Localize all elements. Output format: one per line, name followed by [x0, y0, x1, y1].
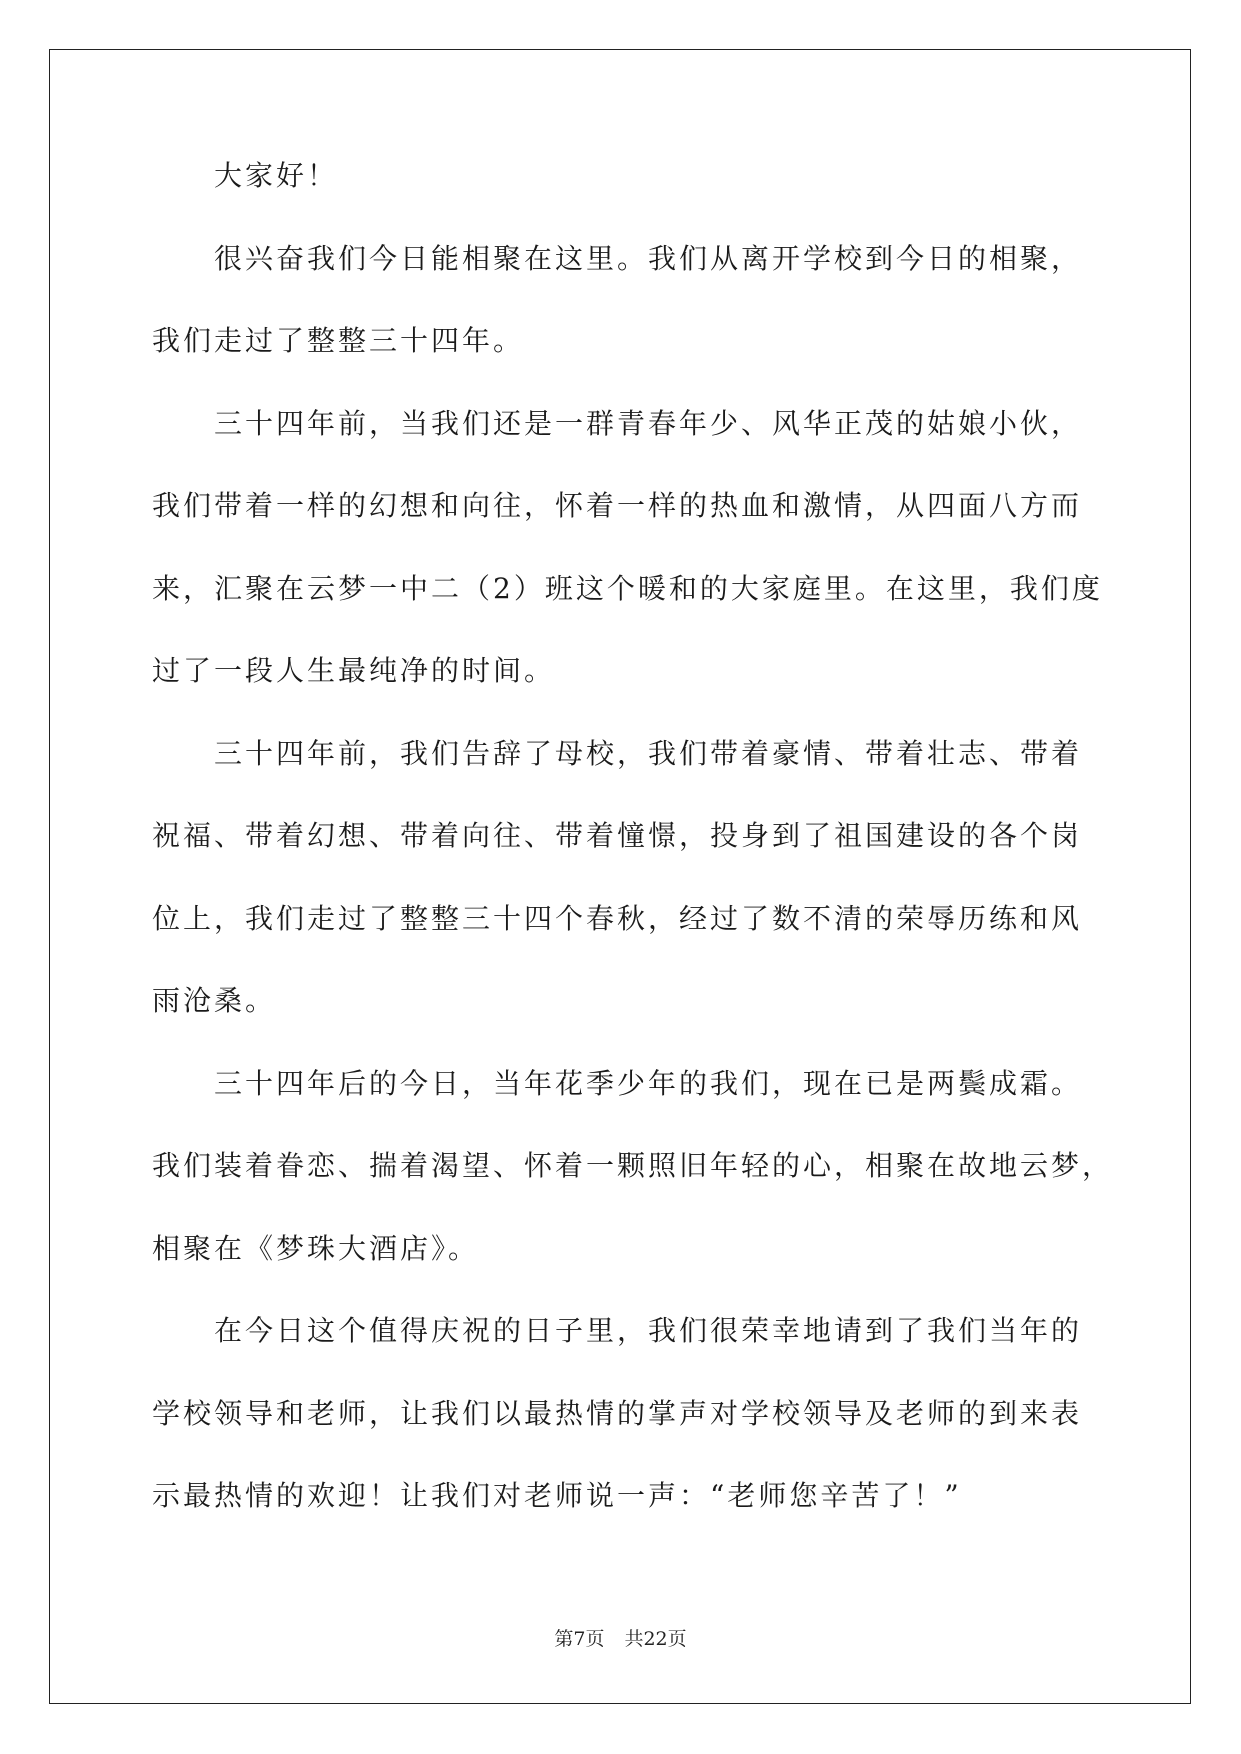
text-line-16: 学校领导和老师，让我们以最热情的掌声对学校领导及老师的到来表 [152, 1396, 1083, 1430]
text-line-1: 大家好！ [214, 159, 339, 192]
text-line-14: 相聚在《梦珠大酒店》。 [152, 1231, 480, 1265]
document-body [152, 158, 1112, 1561]
text-line-17: 示最热情的欢迎！让我们对老师说一声：“老师您辛苦了！” [152, 1479, 962, 1512]
text-line-3: 我们走过了整整三十四年。 [152, 324, 525, 357]
text-line-8: 三十四年前，我们告辞了母校，我们带着豪情、带着壮志、带着 [214, 736, 1083, 770]
text-line-7: 过了一段人生最纯净的时间。 [152, 654, 556, 687]
text-line-2: 很兴奋我们今日能相聚在这里。我们从离开学校到今日的相聚， [214, 241, 1083, 275]
text-line-13: 我们装着眷恋、揣着渴望、怀着一颗照旧年轻的心，相聚在故地云梦， [152, 1149, 1114, 1182]
text-line-6: 来，汇聚在云梦一中二（2）班这个暖和的大家庭里。在这里，我们度 [152, 571, 1103, 605]
text-line-10: 位上，我们走过了整整三十四个春秋，经过了数不清的荣辱历练和风 [152, 901, 1083, 935]
text-line-4: 三十四年前，当我们还是一群青春年少、风华正茂的姑娘小伙， [214, 406, 1083, 440]
page-total: 共22页 [624, 1628, 687, 1650]
text-line-5: 我们带着一样的幻想和向往，怀着一样的热血和激情，从四面八方而 [152, 489, 1083, 522]
page-footer [0, 1627, 1241, 1651]
text-line-9: 祝福、带着幻想、带着向往、带着憧憬，投身到了祖国建设的各个岗 [152, 819, 1083, 852]
text-line-11: 雨沧桑。 [152, 984, 277, 1017]
text-line-12: 三十四年后的今日，当年花季少年的我们，现在已是两鬓成霜。 [214, 1066, 1083, 1100]
page-number: 第7页 [554, 1628, 605, 1650]
text-line-15: 在今日这个值得庆祝的日子里，我们很荣幸地请到了我们当年的 [214, 1314, 1083, 1347]
